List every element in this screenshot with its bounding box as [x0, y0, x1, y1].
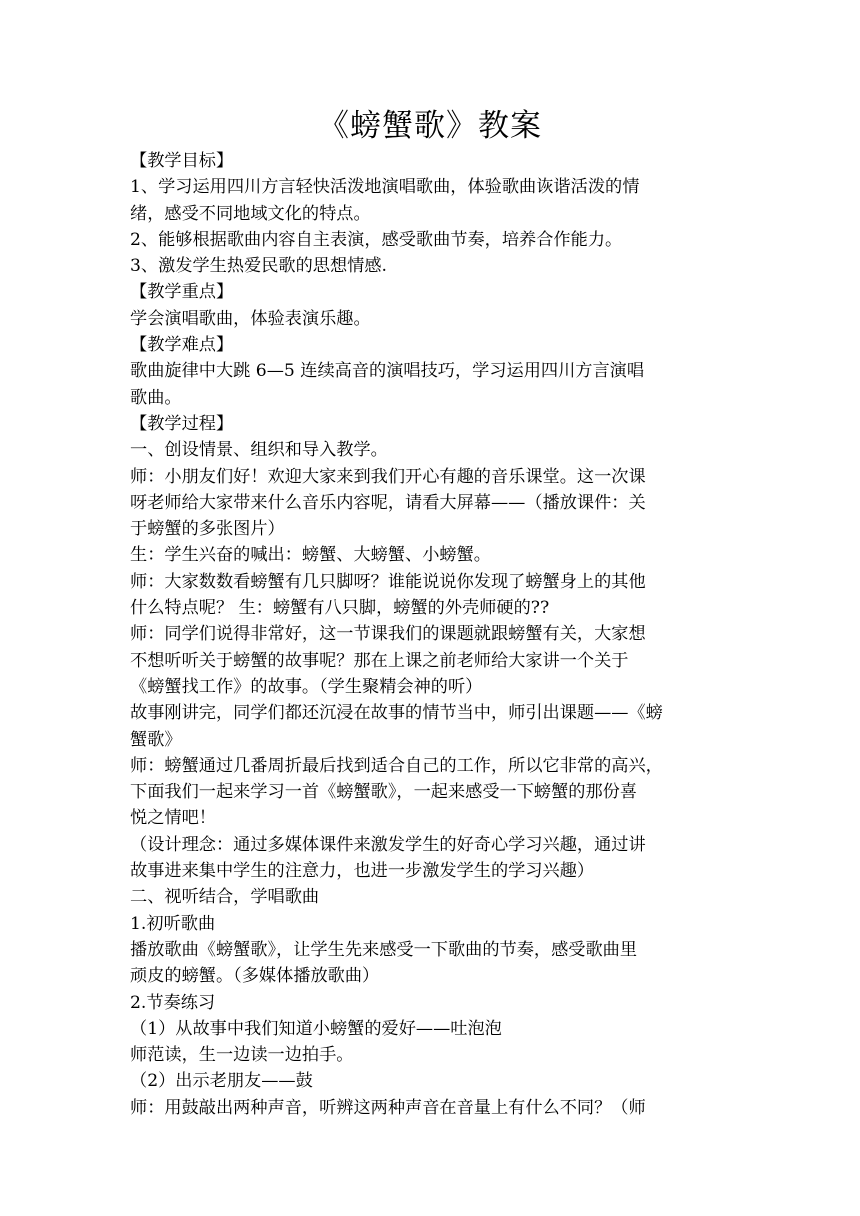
document-title: 《螃蟹歌》教案: [318, 108, 542, 144]
document-line: 师范读，生一边读一边拍手。: [130, 1045, 354, 1066]
document-line: 【教学难点】: [130, 335, 234, 356]
document-line: 悦之情吧！: [130, 808, 216, 829]
document-line: 于螃蟹的多张图片）: [130, 519, 285, 540]
document-line: 师：螃蟹通过几番周折最后找到适合自己的工作，所以它非常的高兴，: [130, 755, 663, 776]
document-line: 师：小朋友们好！欢迎大家来到我们开心有趣的音乐课堂。这一次课: [130, 466, 646, 487]
document-line: 故事进来集中学生的注意力，也进一步激发学生的学习兴趣）: [130, 861, 595, 882]
document-line: 歌曲。: [130, 387, 182, 408]
document-line: 播放歌曲《螃蟹歌》，让学生先来感受一下歌曲的节奏，感受歌曲里: [130, 939, 638, 960]
document-line: 一、创设情景、组织和导入教学。: [130, 440, 388, 461]
document-line: 1.初听歌曲: [130, 913, 216, 934]
document-line: 2、能够根据歌曲内容自主表演，感受歌曲节奏，培养合作能力。: [130, 229, 623, 250]
document-line: 1、学习运用四川方言轻快活泼地演唱歌曲，体验歌曲诙谐活泼的情: [130, 177, 640, 198]
document-line: 【教学过程】: [130, 413, 234, 434]
document-line: 下面我们一起来学习一首《螃蟹歌》，一起来感受一下螃蟹的那份喜: [130, 782, 638, 803]
document-line: 师：同学们说得非常好，这一节课我们的课题就跟螃蟹有关，大家想: [130, 624, 646, 645]
document-line: （1）从故事中我们知道小螃蟹的爱好——吐泡泡: [130, 1018, 502, 1039]
document-line: 歌曲旋律中大跳 6—5 连续高音的演唱技巧，学习运用四川方言演唱: [130, 361, 645, 382]
document-line: 故事刚讲完，同学们都还沉浸在故事的情节当中，师引出课题——《螃: [130, 703, 663, 724]
document-line: 《螃蟹找工作》的故事。（学生聚精会神的听）: [130, 676, 483, 697]
document-line: 【教学目标】: [130, 151, 234, 171]
document-line: 顽皮的螃蟹。（多媒体播放歌曲）: [130, 966, 380, 987]
document-line: 生：学生兴奋的喊出：螃蟹、大螃蟹、小螃蟹。: [130, 545, 491, 566]
document-line: 师：大家数数看螃蟹有几只脚呀？谁能说说你发现了螃蟹身上的其他: [130, 571, 646, 592]
document-line: （设计理念：通过多媒体课件来激发学生的好奇心学习兴趣，通过讲: [130, 834, 646, 855]
document-line: （2）出示老朋友——鼓: [130, 1071, 313, 1092]
document-line: 2.节奏练习: [130, 992, 216, 1013]
document-line: 什么特点呢？ 生：螃蟹有八只脚，螃蟹的外壳师硬的??: [130, 598, 550, 619]
document-line: 师：用鼓敲出两种声音，听辨这两种声音在音量上有什么不同？（师: [130, 1097, 646, 1118]
document-body: [130, 148, 732, 1121]
document-line: 绪，感受不同地域文化的特点。: [130, 203, 371, 224]
document-line: 不想听听关于螃蟹的故事呢？那在上课之前老师给大家讲一个关于: [130, 650, 629, 671]
document-line: 【教学重点】: [130, 282, 234, 303]
document-line: 蟹歌》: [130, 729, 182, 750]
document-line: 呀老师给大家带来什么音乐内容呢，请看大屏幕——（播放课件：关: [130, 492, 646, 513]
document-line: 3、激发学生热爱民歌的思想情感.: [130, 256, 388, 277]
document-line: 二、视听结合，学唱歌曲: [130, 887, 320, 908]
document-line: 学会演唱歌曲，体验表演乐趣。: [130, 308, 371, 329]
